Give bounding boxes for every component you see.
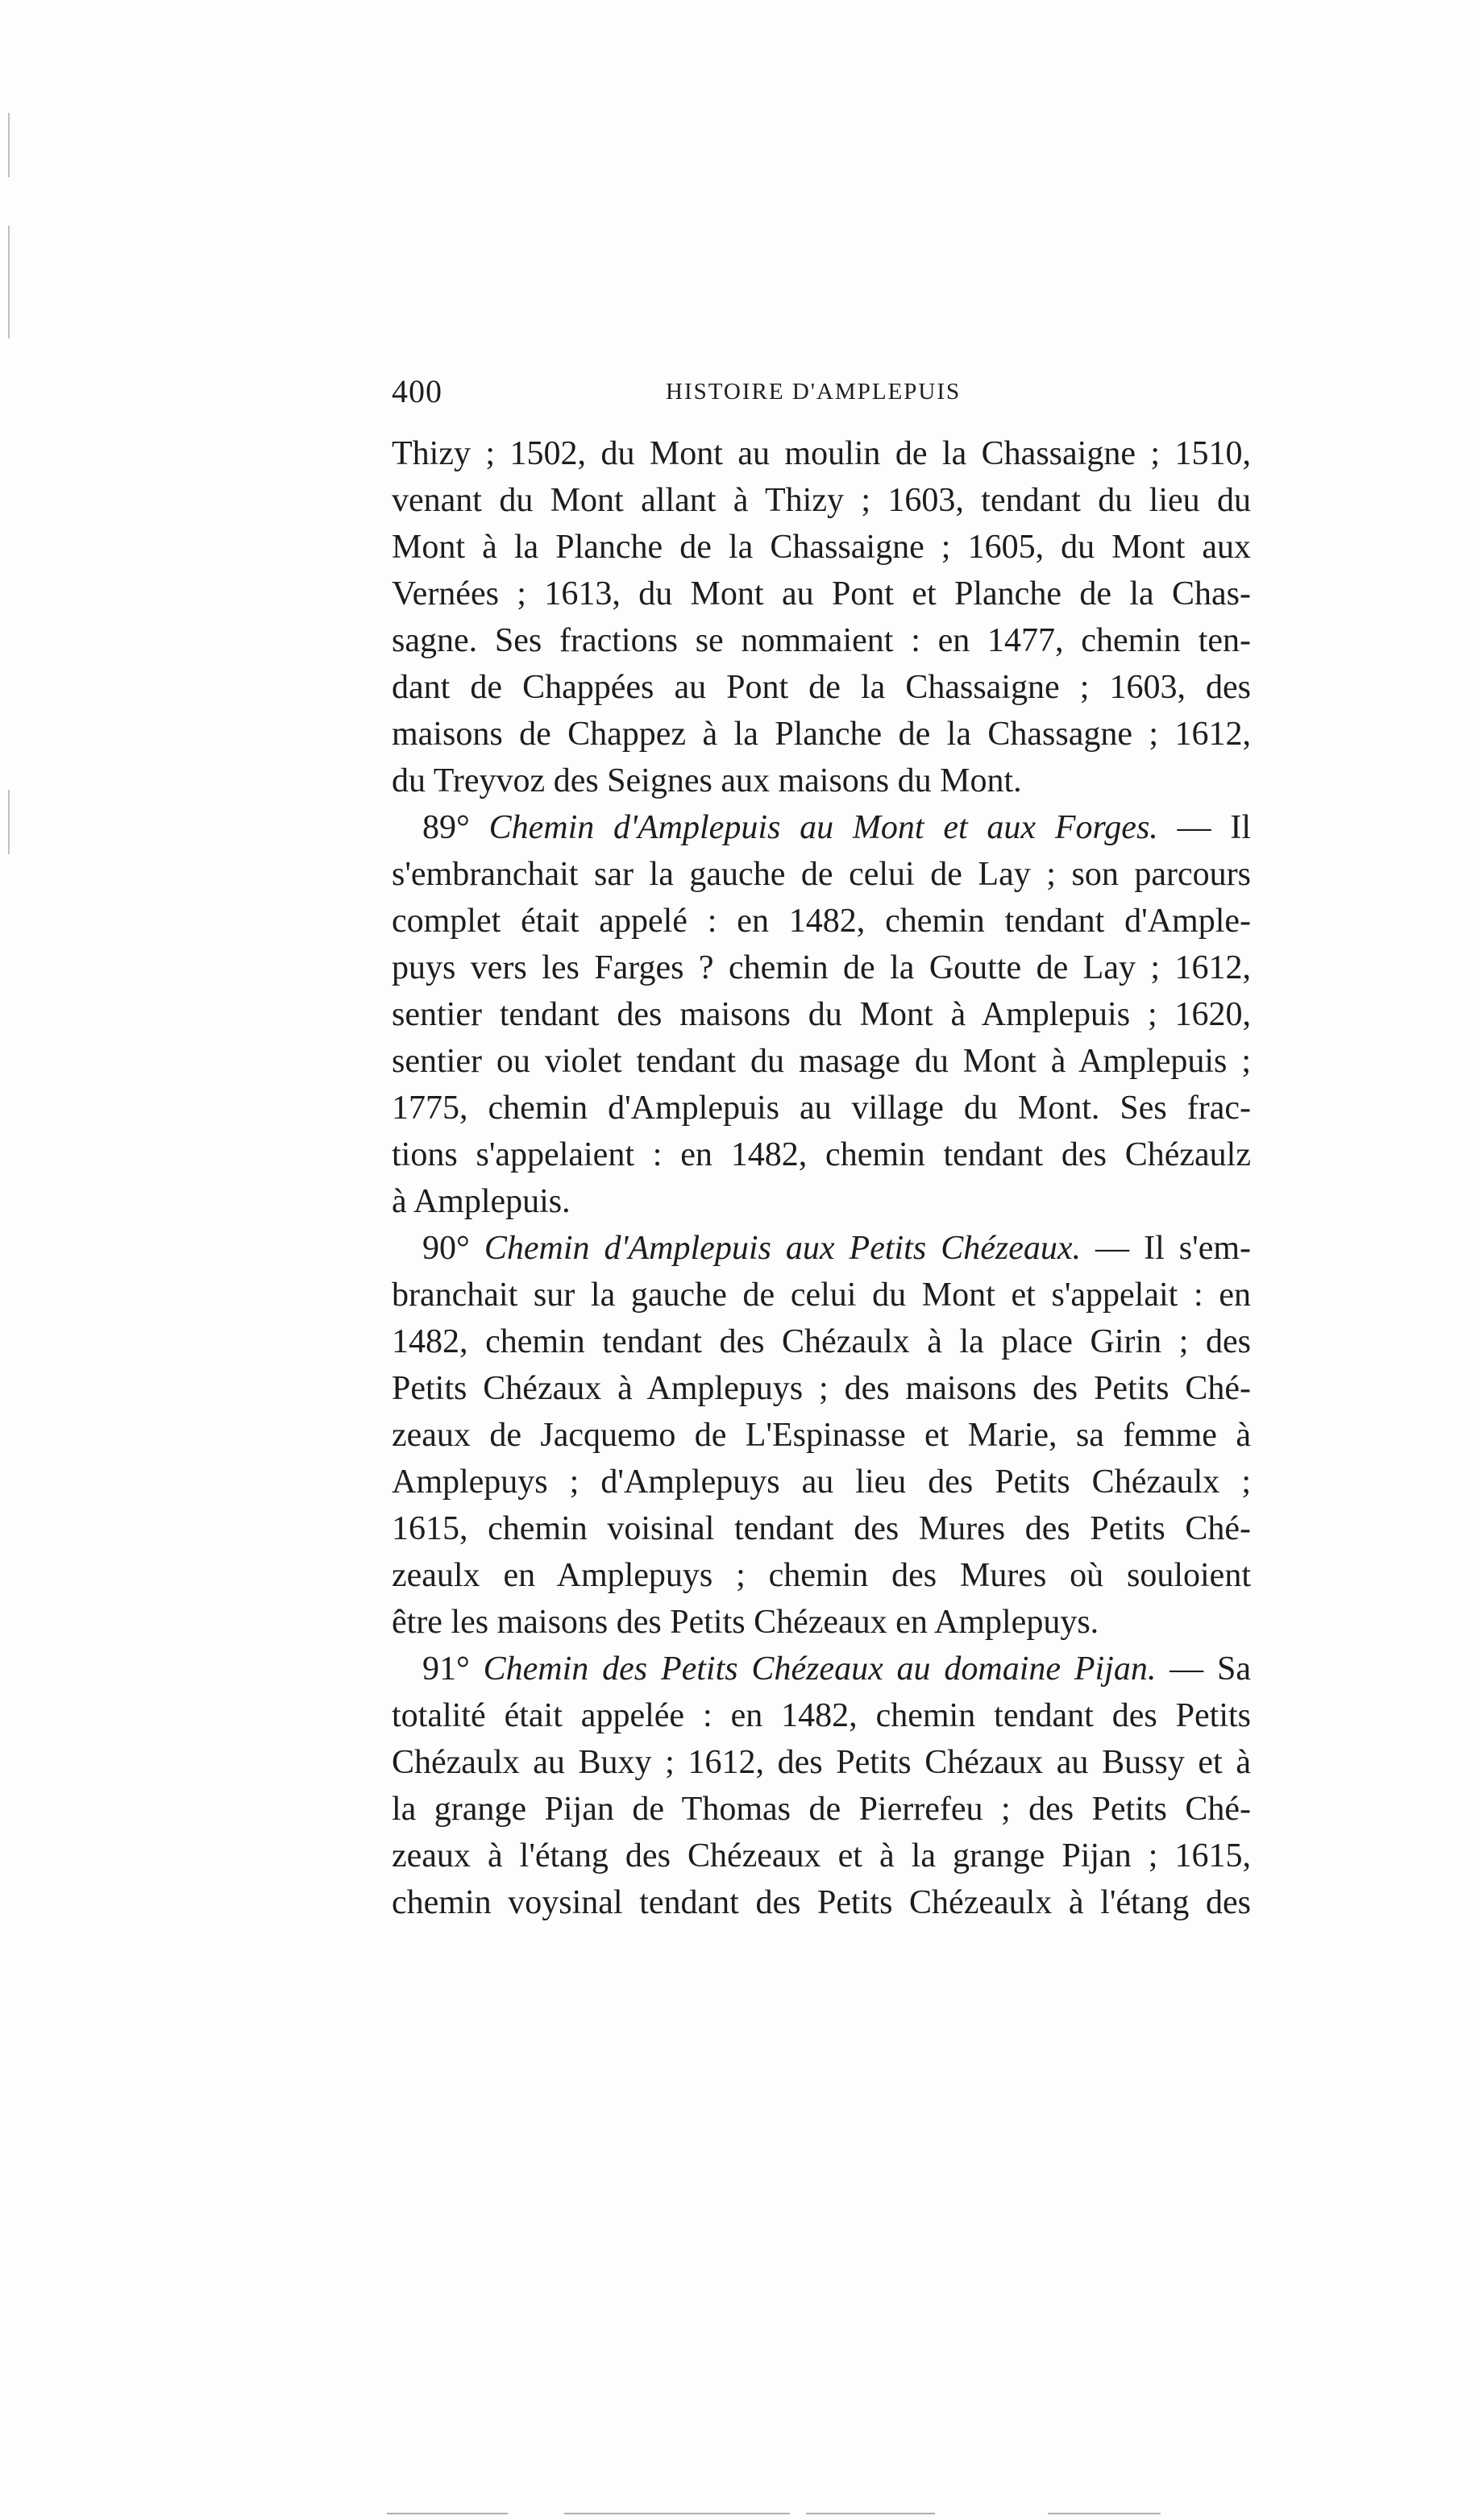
page-bottom-rule [564,2513,790,2514]
line-text: — Il s'em- [1081,1230,1251,1267]
line-text: Thizy ; 1502, du Mont au moulin de la Chassaigne ; 1510, [392,435,1251,472]
running-title: HISTOIRE D'AMPLEPUIS [666,379,962,405]
line-text: la grange Pijan de Thomas de Pierrefeu ; des Petits Ché- [392,1791,1251,1828]
line-text: du Treyvoz des Seignes aux maisons du Mont. [392,762,1022,799]
line-text: zeaux à l'étang des Chézeaux et à la grange Pijan ; 1615, [392,1837,1251,1874]
scan-edge-mark [8,790,10,854]
text-line [392,1272,1251,1318]
section-heading-line [392,1646,1251,1692]
line-text: — Sa [1156,1650,1252,1688]
text-line [392,1178,1251,1225]
line-text: puys vers les Farges ? chemin de la Goutte de Lay ; 1612, [392,949,1251,986]
text-line [392,1692,1251,1739]
text-line [392,1786,1251,1833]
line-text: branchait sur la gauche de celui du Mont et s'appelait : en [392,1277,1251,1314]
line-text: 1482, chemin tendant des Chézaulx à la place Girin ; des [392,1323,1251,1360]
text-line [392,430,1251,477]
text-line [392,1459,1251,1505]
line-text: dant de Chappées au Pont de la Chassaigne ; 1603, des [392,669,1251,706]
section-title: Chemin d'Amplepuis au Mont et aux Forges. [488,809,1158,846]
text-line [392,1131,1251,1178]
text-line [392,1833,1251,1879]
line-text: s'embranchait sar la gauche de celui de Lay ; son parcours [392,856,1251,893]
text-line [392,1038,1251,1085]
text-line [392,851,1251,898]
text-line [392,1085,1251,1131]
text-line [392,711,1251,758]
line-text: 1775, chemin d'Amplepuis au village du Mont. Ses frac- [392,1090,1251,1127]
line-text: — Il [1157,809,1252,846]
line-text: sagne. Ses fractions se nommaient : en 1477, chemin ten- [392,622,1251,659]
scan-edge-mark [8,226,10,338]
section-heading-line [392,804,1251,851]
line-text: maisons de Chappez à la Planche de la Chassagne ; 1612, [392,716,1251,753]
line-text: tions s'appelaient : en 1482, chemin tendant des Chézaulz [392,1136,1251,1173]
text-line [392,991,1251,1038]
page-bottom-rule [1048,2513,1161,2514]
text-line [392,571,1251,617]
line-text: à Amplepuis. [392,1183,571,1220]
section-number: 91° [422,1650,470,1688]
line-text: complet était appelé : en 1482, chemin tendant d'Ample- [392,903,1251,940]
text-line [392,1879,1251,1926]
text-line [392,617,1251,664]
line-text: Amplepuys ; d'Amplepuys au lieu des Petits Chézaulx ; [392,1463,1251,1501]
line-text: Mont à la Planche de la Chassaigne ; 1605, du Mont aux [392,529,1251,566]
text-line [392,1599,1251,1646]
page-bottom-rule [806,2513,935,2514]
line-text: chemin voysinal tendant des Petits Chézeaulx à l'étang des [392,1884,1251,1921]
text-line [392,944,1251,991]
text-line [392,1739,1251,1786]
text-line [392,1505,1251,1552]
text-line [392,477,1251,524]
text-line [392,758,1251,804]
section-title: Chemin d'Amplepuis aux Petits Chézeaux. [484,1230,1082,1267]
line-text: Petits Chézaux à Amplepuys ; des maisons des Petits Ché- [392,1370,1251,1407]
line-text: Chézaulx au Buxy ; 1612, des Petits Chézaux au Bussy et à [392,1744,1251,1781]
text-line [392,1412,1251,1459]
page-bottom-rule [387,2513,508,2514]
text-line [392,1318,1251,1365]
body-text [392,430,1251,1926]
line-text: totalité était appelée : en 1482, chemin tendant des Petits [392,1697,1251,1734]
text-line [392,1365,1251,1412]
line-text: sentier tendant des maisons du Mont à Amplepuis ; 1620, [392,996,1251,1033]
line-text: venant du Mont allant à Thizy ; 1603, tendant du lieu du [392,482,1251,519]
line-text: être les maisons des Petits Chézeaux en Amplepuys. [392,1604,1099,1641]
text-line [392,664,1251,711]
section-heading-line [392,1225,1251,1272]
scan-edge-mark [8,113,10,177]
line-text: 1615, chemin voisinal tendant des Mures des Petits Ché- [392,1510,1251,1547]
page-header [392,372,1251,421]
line-text: Vernées ; 1613, du Mont au Pont et Planche de la Chas- [392,575,1251,612]
page-number: 400 [392,373,442,409]
text-line [392,524,1251,571]
section-title: Chemin des Petits Chézeaux au domaine Pijan. [483,1650,1157,1688]
section-number: 89° [422,809,470,846]
line-text: zeaux de Jacquemo de L'Espinasse et Marie, sa femme à [392,1417,1251,1454]
line-text: sentier ou violet tendant du masage du Mont à Amplepuis ; [392,1043,1251,1080]
section-number: 90° [422,1230,470,1267]
text-line [392,1552,1251,1599]
line-text: zeaulx en Amplepuys ; chemin des Mures où souloient [392,1557,1251,1594]
text-line [392,898,1251,944]
